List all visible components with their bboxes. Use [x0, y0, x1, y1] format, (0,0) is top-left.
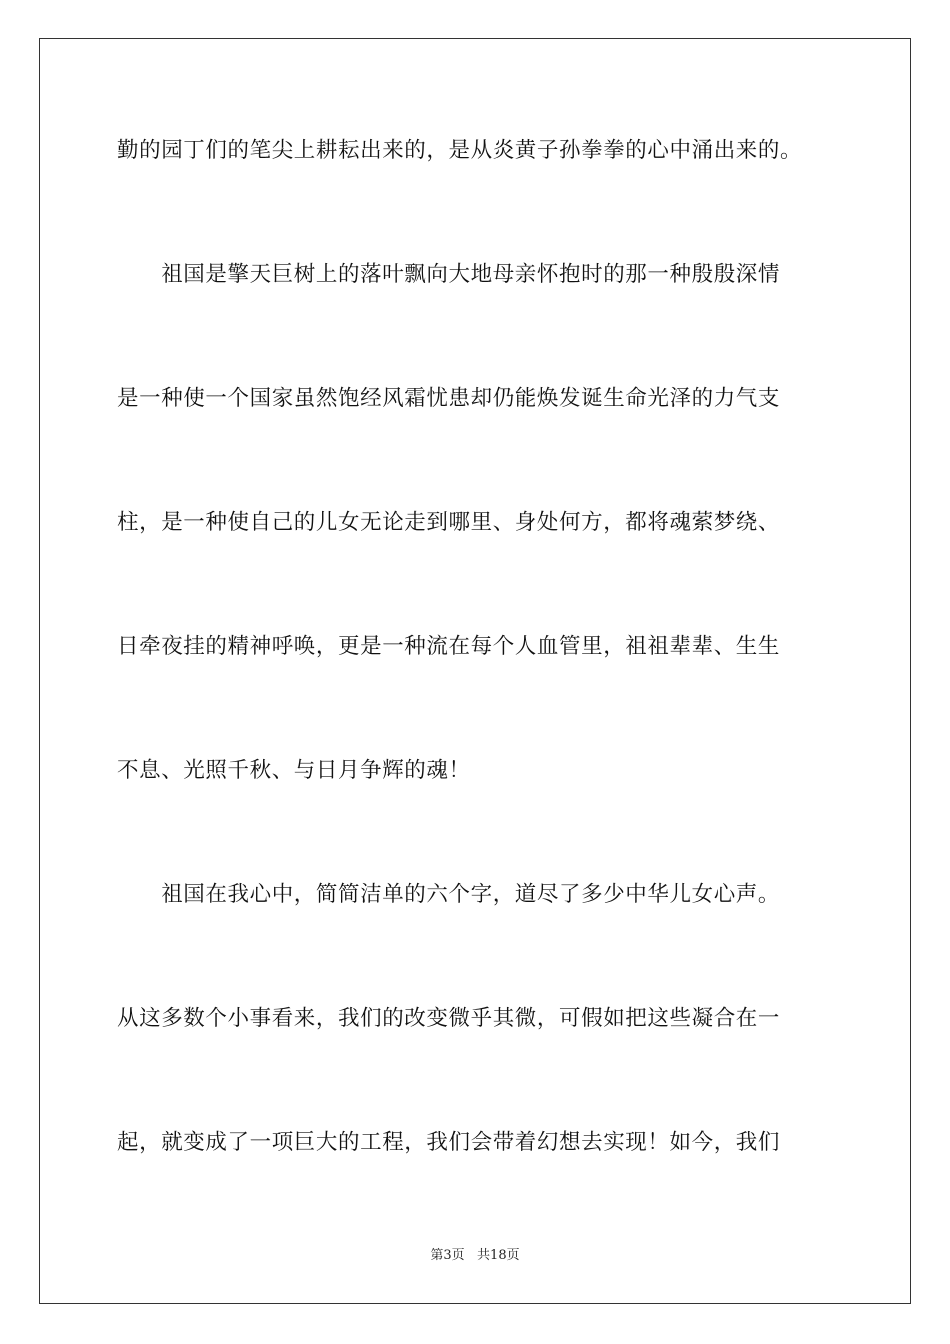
body-line-8: 从这多数个小事看来，我们的改变微乎其微，可假如把这些凝合在一	[117, 1006, 781, 1031]
page-border	[39, 38, 911, 1304]
body-line-4: 柱，是一种使自己的儿女无论走到哪里、身处何方，都将魂萦梦绕、	[117, 510, 781, 535]
body-line-5: 日牵夜挂的精神呼唤，更是一种流在每个人血管里，祖祖辈辈、生生	[117, 634, 781, 659]
body-line-6: 不息、光照千秋、与日月争辉的魂！	[117, 758, 471, 783]
page-number-footer: 第3页 共18页	[430, 1248, 520, 1263]
body-line-9: 起，就变成了一项巨大的工程，我们会带着幻想去实现！如今，我们	[117, 1130, 781, 1155]
body-line-3: 是一种使一个国家虽然饱经风霜忧患却仍能焕发诞生命光泽的力气支	[117, 386, 781, 411]
body-line-7: 祖国在我心中，简简洁单的六个字，道尽了多少中华儿女心声。	[117, 882, 781, 907]
body-line-1: 勤的园丁们的笔尖上耕耘出来的，是从炎黄子孙拳拳的心中涌出来的。	[117, 138, 803, 163]
body-line-2: 祖国是擎天巨树上的落叶飘向大地母亲怀抱时的那一种殷殷深情	[117, 262, 781, 287]
